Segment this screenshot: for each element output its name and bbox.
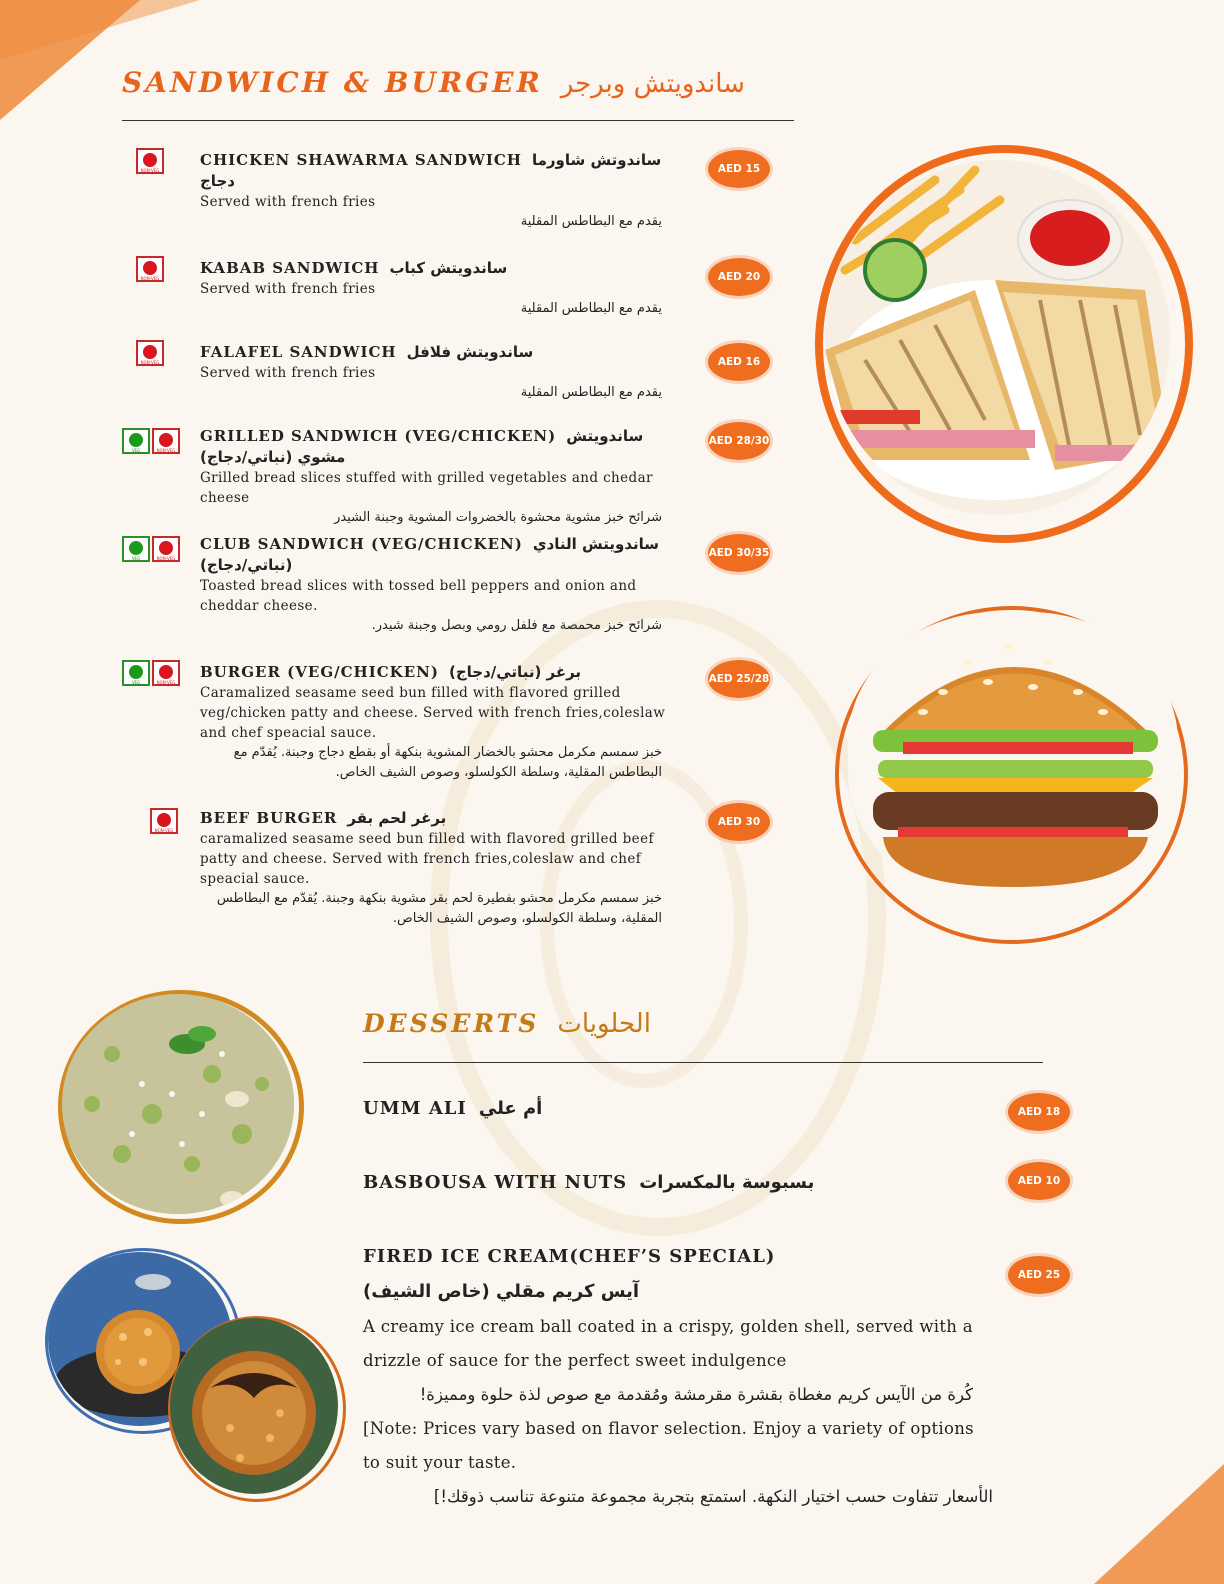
menu-item xyxy=(200,662,670,783)
dessert-item xyxy=(363,1172,814,1193)
menu-item xyxy=(200,150,670,232)
dessert-item xyxy=(363,1098,542,1119)
item-desc-ar: يقدم مع البطاطس المقلية xyxy=(520,301,662,316)
diet-badges xyxy=(122,536,180,562)
item-name-ar: ساندويتش كباب xyxy=(389,259,508,277)
item-desc-ar: يقدم مع البطاطس المقلية xyxy=(520,214,662,229)
price-note-ar: الأسعار تتفاوت حسب اختيار النكهة. استمتع بتجربة مجموعة متنوعة تناسب ذوقك!] xyxy=(433,1487,993,1506)
burger-photo xyxy=(848,612,1178,902)
corner-decoration xyxy=(0,0,140,120)
sandwich-photo xyxy=(825,160,1170,515)
price-badge: AED 25/28 xyxy=(708,660,770,698)
non-veg-icon: NON-VEG xyxy=(136,340,164,366)
item-desc: Caramalized seasame seed bun filled with flavored grilled veg/chicken patty and cheese. Served with french fries,coleslaw and chef speacial sauce. xyxy=(200,685,666,741)
section-title-sandwich xyxy=(122,66,745,99)
item-desc-ar: شرائح خبز محمصة مع فلفل رومي وبصل وجبنة شيدر. xyxy=(371,618,662,633)
item-name-ar: بسبوسة بالمكسرات xyxy=(639,1172,815,1193)
divider xyxy=(122,120,794,121)
diet-badges xyxy=(136,148,164,174)
non-veg-icon: NON-VEG xyxy=(152,660,180,686)
section-title-en: SANDWICH & BURGER xyxy=(122,66,543,99)
diet-badges xyxy=(122,428,180,454)
item-name-ar: أم علي xyxy=(478,1098,543,1119)
price-badge: AED 30 xyxy=(708,803,770,841)
price-badge: AED 18 xyxy=(1008,1093,1070,1131)
diet-badges xyxy=(136,340,164,366)
price-badge: AED 25 xyxy=(1008,1256,1070,1294)
item-desc-ar: خبز سمسم مكرمل محشو بالخضار المشوية بنكهة أو بقطع دجاج وجبنة. يُقدّم مع البطاطس المقلية، وسلطة الكولسلو، وصوص الشيف الخاص. xyxy=(233,745,662,780)
price-badge: AED 10 xyxy=(1008,1162,1070,1200)
item-desc: A creamy ice cream ball coated in a crispy, golden shell, served with a drizzle of sauce for the perfect sweet indulgence xyxy=(363,1317,973,1370)
item-name: GRILLED SANDWICH (VEG/CHICKEN) xyxy=(200,427,557,445)
menu-item xyxy=(200,426,670,528)
item-desc: Grilled bread slices stuffed with grilled vegetables and chedar cheese xyxy=(200,470,653,506)
price-note: [Note: Prices vary based on flavor selection. Enjoy a variety of options to suit your taste. xyxy=(363,1419,974,1472)
item-desc-ar: كُرة من الآيس كريم مغطاة بقشرة مقرمشة ومُقدمة مع صوص لذة حلوة ومميزة! xyxy=(419,1385,973,1404)
dessert-item-ar xyxy=(363,1281,639,1302)
menu-item xyxy=(200,258,670,319)
item-name: BASBOUSA WITH NUTS xyxy=(363,1172,628,1193)
price-badge: AED 16 xyxy=(708,343,770,381)
dessert-description xyxy=(363,1310,993,1514)
item-name-ar: ساندويتش مشوي (نباتي/دجاج) xyxy=(200,427,644,466)
menu-item xyxy=(200,342,670,403)
price-badge: AED 15 xyxy=(708,150,770,188)
menu-item xyxy=(200,808,670,929)
dessert-item xyxy=(363,1246,775,1267)
non-veg-icon: NON-VEG xyxy=(136,256,164,282)
item-name: KABAB SANDWICH xyxy=(200,259,380,277)
item-name-ar: آيس كريم مقلي (خاص الشيف) xyxy=(363,1281,640,1302)
section-title-en: DESSERTS xyxy=(363,1009,540,1038)
diet-badges xyxy=(122,660,180,686)
divider xyxy=(363,1062,1043,1063)
item-name: UMM ALI xyxy=(363,1098,467,1119)
item-name-ar: ساندويتش فلافل xyxy=(406,343,534,361)
non-veg-icon: NON-VEG xyxy=(136,148,164,174)
section-title-desserts xyxy=(363,1009,651,1039)
item-name: BURGER (VEG/CHICKEN) xyxy=(200,663,439,681)
section-title-ar: ساندويتش وبرجر xyxy=(560,69,745,99)
item-name: FIRED ICE CREAM(CHEF’S SPECIAL) xyxy=(363,1246,776,1267)
menu-item xyxy=(200,534,670,636)
section-title-ar: الحلويات xyxy=(557,1009,651,1039)
item-desc: Toasted bread slices with tossed bell peppers and onion and cheddar cheese. xyxy=(200,578,637,614)
item-name-ar: ساندويتش النادي (نباتي/دجاج) xyxy=(200,535,660,574)
item-name-ar: برغر (نباتي/دجاج) xyxy=(448,663,582,681)
price-badge: AED 30/35 xyxy=(708,534,770,572)
item-desc: caramalized seasame seed bun filled with flavored grilled beef patty and cheese. Served with french fries,coleslaw and chef speacial sauce. xyxy=(200,831,654,887)
diet-badges xyxy=(150,808,178,834)
corner-decoration xyxy=(1094,1464,1224,1584)
item-desc-ar: يقدم مع البطاطس المقلية xyxy=(520,385,662,400)
item-name-ar: ساندوتش شاورما دجاج xyxy=(200,151,662,190)
diet-badges xyxy=(136,256,164,282)
umm-ali-photo xyxy=(62,994,294,1214)
non-veg-icon: NON-VEG xyxy=(150,808,178,834)
item-name-ar: برغر لحم بقر xyxy=(347,809,447,827)
non-veg-icon: NON-VEG xyxy=(152,428,180,454)
price-badge: AED 28/30 xyxy=(708,422,770,460)
veg-icon: VEG xyxy=(122,428,150,454)
item-desc-ar: شرائح خبز مشوية محشوة بالخضروات المشوية وجبنة الشيدر xyxy=(334,510,662,525)
item-name: CLUB SANDWICH (VEG/CHICKEN) xyxy=(200,535,523,553)
veg-icon: VEG xyxy=(122,660,150,686)
price-badge: AED 20 xyxy=(708,258,770,296)
item-name: BEEF BURGER xyxy=(200,809,338,827)
item-desc: Served with french fries xyxy=(200,281,376,297)
item-desc-ar: خبز سمسم مكرمل محشو بفطيرة لحم بقر مشوية بنكهة وجبنة. يُقدّم مع البطاطس المقلية، وسلطة الكولسلو، وصوص الشيف الخاص. xyxy=(216,891,662,926)
item-name: CHICKEN SHAWARMA SANDWICH xyxy=(200,151,522,169)
veg-icon: VEG xyxy=(122,536,150,562)
item-desc: Served with french fries xyxy=(200,365,376,381)
item-name: FALAFEL SANDWICH xyxy=(200,343,397,361)
ice-cream-photo xyxy=(170,1318,338,1494)
item-desc: Served with french fries xyxy=(200,194,376,210)
non-veg-icon: NON-VEG xyxy=(152,536,180,562)
